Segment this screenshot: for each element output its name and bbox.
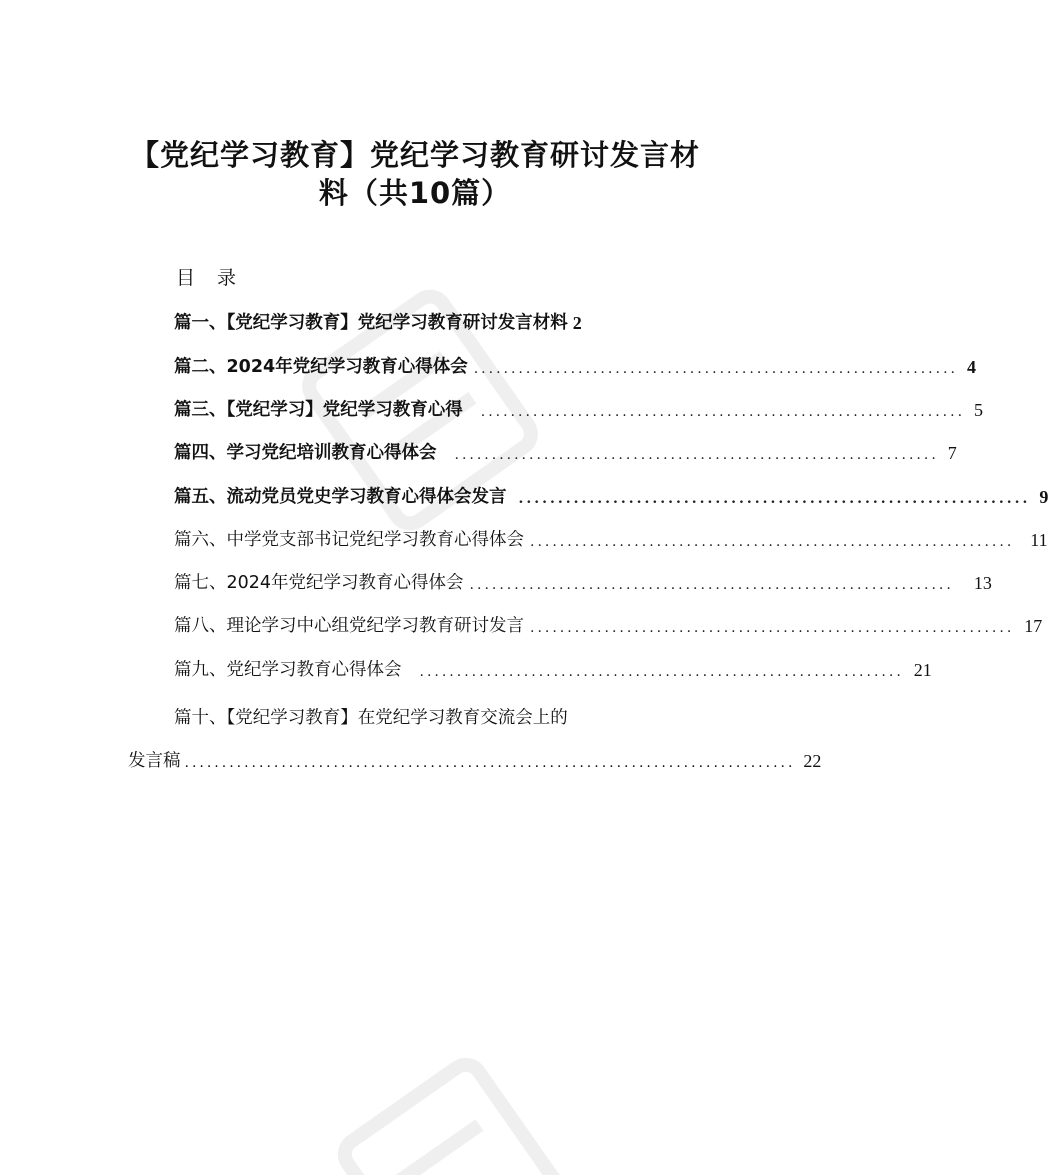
toc-entry-text: 篇五、流动党员党史学习教育心得体会发言	[174, 487, 507, 507]
toc-entry-page: 2	[572, 313, 582, 333]
toc-leader-dots: ..................................................................................	[184, 755, 796, 771]
toc-entry-page: 9	[1039, 487, 1048, 507]
toc-heading-part-1: 目	[176, 267, 196, 289]
toc-entry-3[interactable]	[174, 395, 984, 425]
toc-entry-page: 13	[973, 573, 992, 593]
toc-entry-10-line-1[interactable]: 篇十、【党纪学习教育】在党纪学习教育交流会上的	[174, 708, 568, 728]
document-title-line-2: 料（共10篇）	[318, 176, 512, 210]
toc-entry-7[interactable]	[174, 568, 992, 598]
toc-entry-page: 7	[947, 443, 957, 463]
toc-entry-4[interactable]	[174, 438, 957, 468]
toc-entry-text: 篇二、2024年党纪学习教育心得体会	[174, 357, 468, 377]
toc-leader-dots: .................................................................	[473, 361, 958, 377]
toc-leader-dots: .................................................................	[530, 620, 1015, 636]
toc-entry-text: 篇七、2024年党纪学习教育心得体会	[174, 573, 464, 593]
toc-leader-dots: .................................................................	[530, 534, 1015, 550]
toc-entry-page: 21	[913, 660, 932, 680]
toc-entry-text: 发言稿	[128, 751, 181, 771]
toc-leader-dots: .................................................................	[469, 577, 954, 593]
toc-leader-dots: .................................................................	[480, 404, 966, 420]
toc-entry-page: 17	[1024, 616, 1043, 636]
toc-heading-part-2: 录	[217, 267, 237, 289]
toc-entry-text: 篇三、【党纪学习】党纪学习教育心得	[174, 400, 463, 420]
toc-entry-6[interactable]	[174, 525, 1048, 555]
toc-entry-8[interactable]	[174, 611, 1043, 641]
toc-entry-page: 11	[1030, 530, 1048, 550]
document-title-line-1: 【党纪学习教育】党纪学习教育研讨发言材	[129, 138, 700, 172]
toc-heading	[176, 264, 236, 292]
toc-entry-2[interactable]	[174, 352, 976, 382]
watermark-graphic-bottom	[330, 1050, 570, 1175]
toc-entry-10-line-2[interactable]	[128, 746, 822, 776]
toc-entry-9[interactable]	[174, 655, 932, 685]
toc-entry-text: 篇四、学习党纪培训教育心得体会	[174, 443, 437, 463]
toc-entry-page: 5	[974, 400, 984, 420]
toc-entry-text: 篇八、理论学习中心组党纪学习教育研讨发言	[174, 616, 524, 636]
toc-leader-dots: .................................................................	[454, 447, 939, 463]
toc-entry-page: 4	[966, 357, 976, 377]
toc-leader-dots: .................................................................	[419, 664, 904, 680]
toc-entry-5[interactable]	[174, 482, 1048, 512]
toc-leader-dots: .................................................................	[518, 491, 1031, 507]
toc-entry-text: 篇九、党纪学习教育心得体会	[174, 660, 402, 680]
toc-entry-text: 篇一、【党纪学习教育】党纪学习教育研讨发言材料	[174, 313, 568, 333]
toc-entry-text: 篇六、中学党支部书记党纪学习教育心得体会	[174, 530, 524, 550]
toc-entry-page: 22	[803, 751, 822, 771]
toc-entry-1[interactable]	[174, 308, 700, 338]
